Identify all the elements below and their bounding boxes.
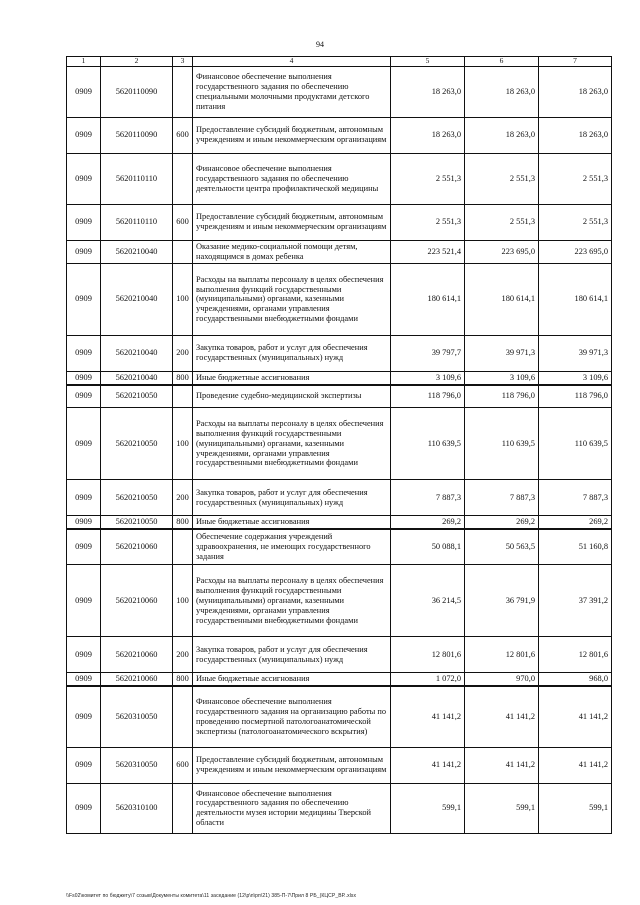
value-col7-cell: 7 887,3 <box>539 480 612 516</box>
section-cell: 0909 <box>67 263 101 335</box>
table-row <box>67 240 612 263</box>
type-cell <box>173 153 193 204</box>
column-header: 6 <box>465 57 539 67</box>
code-cell: 5620210040 <box>101 263 173 335</box>
type-cell <box>173 686 193 747</box>
value-col5-cell: 180 614,1 <box>391 263 465 335</box>
description-cell: Финансовое обеспечение выполнения государственного задания по обеспечению деятельности центра профилактической медицины <box>193 153 391 204</box>
description-cell: Расходы на выплаты персоналу в целях обеспечения выполнения функций государственными (муниципальными) органами, казенными учреждениями, органами управления государственными внебюджетными фондами <box>193 263 391 335</box>
value-col6-cell: 12 801,6 <box>465 637 539 673</box>
type-cell: 100 <box>173 263 193 335</box>
page-number: 94 <box>316 40 324 49</box>
section-cell: 0909 <box>67 66 101 117</box>
value-col6-cell: 41 141,2 <box>465 747 539 783</box>
value-col5-cell: 50 088,1 <box>391 529 465 565</box>
value-col5-cell: 39 797,7 <box>391 335 465 371</box>
column-header: 3 <box>173 57 193 67</box>
description-cell: Обеспечение содержания учреждений здравоохранения, не имеющих государственного задания <box>193 529 391 565</box>
value-col6-cell: 2 551,3 <box>465 204 539 240</box>
value-col6-cell: 41 141,2 <box>465 686 539 747</box>
description-cell: Предоставление субсидий бюджетным, автономным учреждениям и иным некоммерческим организациям <box>193 747 391 783</box>
table-row <box>67 66 612 117</box>
value-col6-cell: 7 887,3 <box>465 480 539 516</box>
column-header: 1 <box>67 57 101 67</box>
column-header: 2 <box>101 57 173 67</box>
value-col7-cell: 51 160,8 <box>539 529 612 565</box>
code-cell: 5620310050 <box>101 747 173 783</box>
table-row <box>67 204 612 240</box>
code-cell: 5620210050 <box>101 408 173 480</box>
description-cell: Проведение судебно-медицинской экспертизы <box>193 385 391 408</box>
value-col6-cell: 39 971,3 <box>465 335 539 371</box>
type-cell: 200 <box>173 335 193 371</box>
code-cell: 5620210050 <box>101 516 173 529</box>
value-col5-cell: 223 521,4 <box>391 240 465 263</box>
value-col5-cell: 2 551,3 <box>391 204 465 240</box>
table-row <box>67 637 612 673</box>
value-col6-cell: 2 551,3 <box>465 153 539 204</box>
section-cell: 0909 <box>67 371 101 384</box>
value-col6-cell: 269,2 <box>465 516 539 529</box>
description-cell: Финансовое обеспечение выполнения государственного задания на организацию работы по проведению посмертной патологоанатомической экспертизы (патологоанатомического вскрытия) <box>193 686 391 747</box>
description-cell: Иные бюджетные ассигнования <box>193 673 391 686</box>
table-row <box>67 263 612 335</box>
value-col6-cell: 18 263,0 <box>465 66 539 117</box>
type-cell: 200 <box>173 480 193 516</box>
type-cell <box>173 783 193 833</box>
section-cell: 0909 <box>67 783 101 833</box>
value-col5-cell: 1 072,0 <box>391 673 465 686</box>
value-col7-cell: 39 971,3 <box>539 335 612 371</box>
column-header: 4 <box>193 57 391 67</box>
column-header: 7 <box>539 57 612 67</box>
value-col7-cell: 118 796,0 <box>539 385 612 408</box>
value-col5-cell: 18 263,0 <box>391 66 465 117</box>
code-cell: 5620210060 <box>101 673 173 686</box>
value-col5-cell: 3 109,6 <box>391 371 465 384</box>
value-col7-cell: 968,0 <box>539 673 612 686</box>
description-cell: Финансовое обеспечение выполнения государственного задания по обеспечению специальными молочными продуктами детского питания <box>193 66 391 117</box>
code-cell: 5620310100 <box>101 783 173 833</box>
section-cell: 0909 <box>67 385 101 408</box>
code-cell: 5620210040 <box>101 371 173 384</box>
type-cell: 600 <box>173 117 193 153</box>
type-cell: 800 <box>173 673 193 686</box>
type-cell: 600 <box>173 204 193 240</box>
description-cell: Оказание медико-социальной помощи детям, находящимся в домах ребенка <box>193 240 391 263</box>
value-col6-cell: 18 263,0 <box>465 117 539 153</box>
value-col5-cell: 12 801,6 <box>391 637 465 673</box>
table-row <box>67 335 612 371</box>
value-col7-cell: 223 695,0 <box>539 240 612 263</box>
table-row <box>67 516 612 529</box>
value-col6-cell: 50 563,5 <box>465 529 539 565</box>
value-col5-cell: 18 263,0 <box>391 117 465 153</box>
section-cell: 0909 <box>67 408 101 480</box>
description-cell: Закупка товаров, работ и услуг для обеспечения государственных (муниципальных) нужд <box>193 480 391 516</box>
value-col6-cell: 970,0 <box>465 673 539 686</box>
description-cell: Закупка товаров, работ и услуг для обеспечения государственных (муниципальных) нужд <box>193 335 391 371</box>
table-row <box>67 565 612 637</box>
description-cell: Предоставление субсидий бюджетным, автономным учреждениям и иным некоммерческим организациям <box>193 204 391 240</box>
value-col5-cell: 118 796,0 <box>391 385 465 408</box>
description-cell: Финансовое обеспечение выполнения государственного задания по обеспечению деятельности музея истории медицины Тверской области <box>193 783 391 833</box>
code-cell: 5620210040 <box>101 240 173 263</box>
value-col5-cell: 7 887,3 <box>391 480 465 516</box>
type-cell: 200 <box>173 637 193 673</box>
code-cell: 5620310050 <box>101 686 173 747</box>
table-row <box>67 117 612 153</box>
value-col7-cell: 41 141,2 <box>539 686 612 747</box>
section-cell: 0909 <box>67 204 101 240</box>
value-col6-cell: 118 796,0 <box>465 385 539 408</box>
value-col7-cell: 110 639,5 <box>539 408 612 480</box>
value-col5-cell: 36 214,5 <box>391 565 465 637</box>
table-row <box>67 529 612 565</box>
table-row <box>67 480 612 516</box>
value-col5-cell: 2 551,3 <box>391 153 465 204</box>
code-cell: 5620110110 <box>101 204 173 240</box>
table-row <box>67 686 612 747</box>
code-cell: 5620210060 <box>101 637 173 673</box>
table-row <box>67 747 612 783</box>
value-col6-cell: 110 639,5 <box>465 408 539 480</box>
value-col7-cell: 12 801,6 <box>539 637 612 673</box>
description-cell: Расходы на выплаты персоналу в целях обеспечения выполнения функций государственными (муниципальными) органами, казенными учреждениями, органами управления государственными внебюджетными фондами <box>193 408 391 480</box>
value-col5-cell: 41 141,2 <box>391 686 465 747</box>
description-cell: Иные бюджетные ассигнования <box>193 516 391 529</box>
description-cell: Иные бюджетные ассигнования <box>193 371 391 384</box>
section-cell: 0909 <box>67 480 101 516</box>
type-cell <box>173 66 193 117</box>
section-cell: 0909 <box>67 686 101 747</box>
value-col6-cell: 599,1 <box>465 783 539 833</box>
type-cell: 800 <box>173 371 193 384</box>
value-col7-cell: 2 551,3 <box>539 153 612 204</box>
code-cell: 5620210060 <box>101 529 173 565</box>
type-cell: 100 <box>173 408 193 480</box>
file-path-footer: \\Fs02\комитет по бюджету\7 созыв\Документы комитета\11 заседание (12\р\п\рп\21) 385-П-7\Прил 8 РБ_(КЦСР_ВР..xlsx <box>66 893 357 899</box>
code-cell: 5620210050 <box>101 480 173 516</box>
value-col5-cell: 599,1 <box>391 783 465 833</box>
value-col5-cell: 41 141,2 <box>391 747 465 783</box>
value-col7-cell: 41 141,2 <box>539 747 612 783</box>
value-col7-cell: 37 391,2 <box>539 565 612 637</box>
value-col7-cell: 269,2 <box>539 516 612 529</box>
value-col5-cell: 269,2 <box>391 516 465 529</box>
value-col5-cell: 110 639,5 <box>391 408 465 480</box>
type-cell <box>173 529 193 565</box>
code-cell: 5620110090 <box>101 117 173 153</box>
type-cell: 600 <box>173 747 193 783</box>
description-cell: Расходы на выплаты персоналу в целях обеспечения выполнения функций государственными (муниципальными) органами, казенными учреждениями, органами управления государственными внебюджетными фондами <box>193 565 391 637</box>
section-cell: 0909 <box>67 516 101 529</box>
type-cell <box>173 240 193 263</box>
value-col6-cell: 3 109,6 <box>465 371 539 384</box>
table-row <box>67 408 612 480</box>
description-cell: Предоставление субсидий бюджетным, автономным учреждениям и иным некоммерческим организациям <box>193 117 391 153</box>
column-header: 5 <box>391 57 465 67</box>
value-col7-cell: 180 614,1 <box>539 263 612 335</box>
table-row <box>67 783 612 833</box>
section-cell: 0909 <box>67 673 101 686</box>
type-cell: 800 <box>173 516 193 529</box>
table-row <box>67 673 612 686</box>
section-cell: 0909 <box>67 240 101 263</box>
section-cell: 0909 <box>67 335 101 371</box>
value-col6-cell: 36 791,9 <box>465 565 539 637</box>
section-cell: 0909 <box>67 637 101 673</box>
value-col7-cell: 599,1 <box>539 783 612 833</box>
description-cell: Закупка товаров, работ и услуг для обеспечения государственных (муниципальных) нужд <box>193 637 391 673</box>
code-cell: 5620210050 <box>101 385 173 408</box>
type-cell: 100 <box>173 565 193 637</box>
column-number-row <box>67 57 612 67</box>
section-cell: 0909 <box>67 529 101 565</box>
value-col6-cell: 223 695,0 <box>465 240 539 263</box>
code-cell: 5620210060 <box>101 565 173 637</box>
value-col7-cell: 2 551,3 <box>539 204 612 240</box>
value-col7-cell: 3 109,6 <box>539 371 612 384</box>
table-row <box>67 153 612 204</box>
section-cell: 0909 <box>67 565 101 637</box>
code-cell: 5620110110 <box>101 153 173 204</box>
section-cell: 0909 <box>67 117 101 153</box>
value-col6-cell: 180 614,1 <box>465 263 539 335</box>
type-cell <box>173 385 193 408</box>
code-cell: 5620210040 <box>101 335 173 371</box>
budget-table <box>66 56 612 834</box>
table-row <box>67 385 612 408</box>
table-row <box>67 371 612 384</box>
value-col7-cell: 18 263,0 <box>539 66 612 117</box>
value-col7-cell: 18 263,0 <box>539 117 612 153</box>
section-cell: 0909 <box>67 747 101 783</box>
code-cell: 5620110090 <box>101 66 173 117</box>
section-cell: 0909 <box>67 153 101 204</box>
